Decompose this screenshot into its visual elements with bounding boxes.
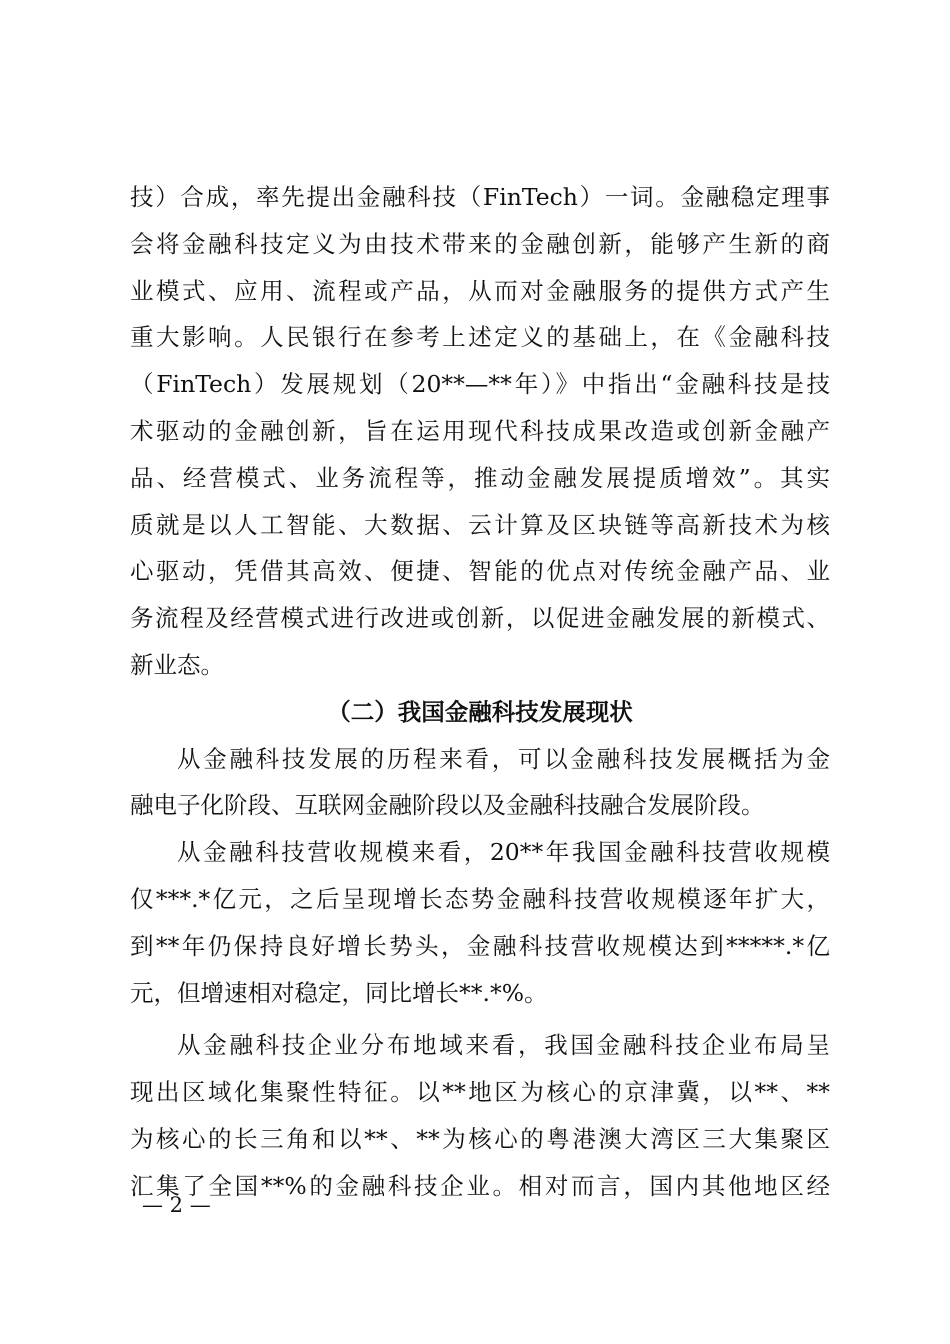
paragraph-line: 融电子化阶段、互联网金融阶段以及金融科技融合发展阶段。 — [130, 791, 765, 820]
paragraph-line: 汇集了全国**%的金融科技企业。相对而言，国内其他地区经 — [130, 1171, 830, 1200]
paragraph-line: 现出区域化集聚性特征。以**地区为核心的京津冀，以**、** — [130, 1078, 830, 1107]
paragraph-line: 务流程及经营模式进行改进或创新，以促进金融发展的新模式、 — [130, 604, 830, 633]
paragraph-line: （FinTech）发展规划（20**—**年）》中指出“金融科技是技 — [130, 370, 830, 399]
document-body — [130, 174, 830, 1210]
paragraph-line: 元，但增速相对稳定，同比增长**.*%。 — [130, 978, 548, 1007]
paragraph-line: 重大影响。人民银行在参考上述定义的基础上，在《金融科技 — [130, 323, 830, 352]
paragraph-line: 仅***.*亿元，之后呈现增长态势金融科技营收规模逐年扩大， — [130, 884, 830, 913]
paragraph-line: 质就是以人工智能、大数据、云计算及区块链等高新技术为核 — [130, 510, 830, 539]
paragraph-line: 到**年仍保持良好增长势头，金融科技营收规模达到*****.*亿 — [130, 931, 830, 960]
paragraph-line: 会将金融科技定义为由技术带来的金融创新，能够产生新的商 — [130, 229, 830, 258]
paragraph-line: 品、经营模式、业务流程等，推动金融发展提质增效”。其实 — [130, 463, 830, 492]
section-heading: （二）我国金融科技发展现状 — [327, 697, 633, 726]
paragraph-line: 业模式、应用、流程或产品，从而对金融服务的提供方式产生 — [130, 276, 830, 305]
paragraph-line: 技）合成，率先提出金融科技（FinTech）一词。金融稳定理事 — [130, 183, 830, 211]
paragraph-line: 新业态。 — [130, 650, 224, 679]
paragraph-line: 为核心的长三角和以**、**为核心的粤港澳大湾区三大集聚区 — [130, 1124, 830, 1153]
paragraph-line: 心驱动，凭借其高效、便捷、智能的优点对传统金融产品、业 — [130, 557, 830, 586]
paragraph-line: 从金融科技营收规模来看，20**年我国金融科技营收规模 — [177, 838, 830, 867]
paragraph-line: 术驱动的金融创新，旨在运用现代科技成果改造或创新金融产 — [130, 416, 830, 445]
paragraph-line: 从金融科技发展的历程来看，可以金融科技发展概括为金 — [177, 744, 830, 773]
page-number: — 2 — — [142, 1193, 211, 1217]
paragraph-line: 从金融科技企业分布地域来看，我国金融科技企业布局呈 — [177, 1031, 830, 1060]
